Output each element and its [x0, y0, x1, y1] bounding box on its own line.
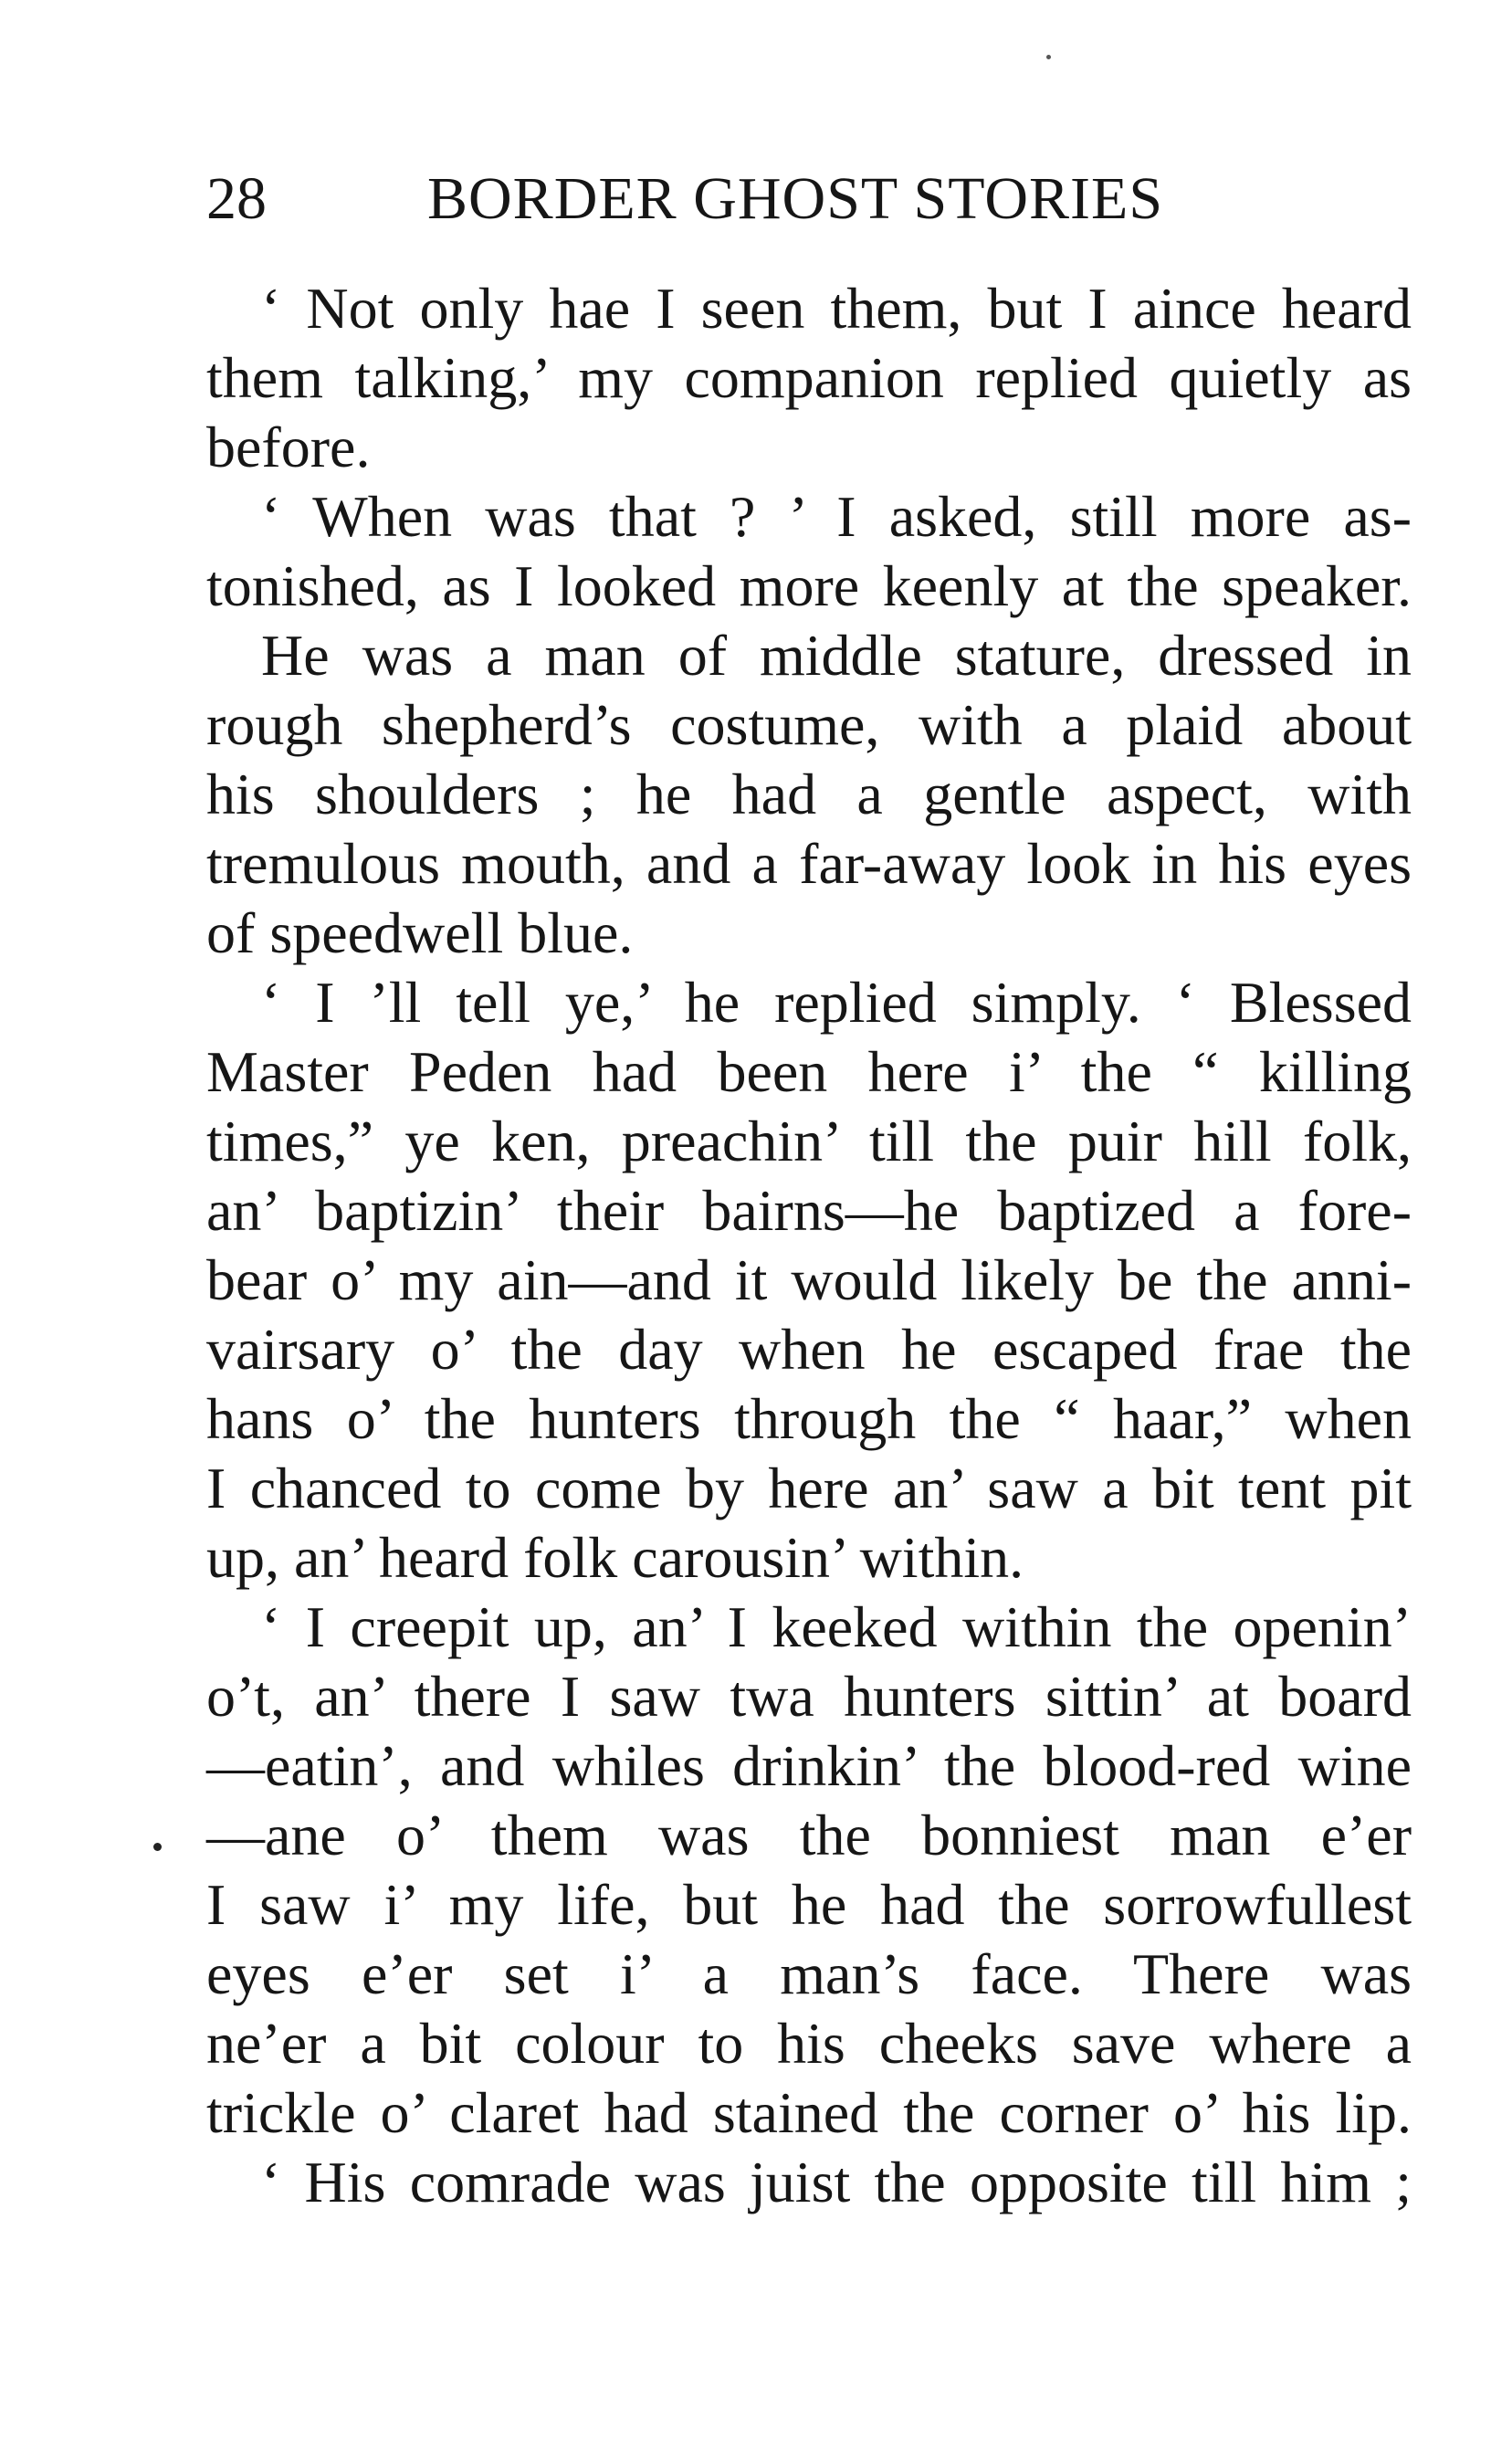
text-line: ne’er a bit colour to his cheeks save where a	[206, 2011, 1412, 2076]
text-line: hans o’ the hunters through the “ haar,” when	[206, 1386, 1412, 1451]
text-line: tonished, as I looked more keenly at the speaker.	[206, 553, 1412, 618]
text-line: times,” ye ken, preachin’ till the puir hill folk,	[206, 1109, 1412, 1173]
text-line: before.	[206, 415, 371, 479]
text-line: ‘ Not only hae I seen them, but I aince heard	[261, 276, 1412, 341]
text-line: vairsary o’ the day when he escaped frae the	[206, 1317, 1412, 1382]
text-line: —ane o’ them was the bonniest man e’er	[206, 1803, 1412, 1867]
page-number: 28	[206, 165, 267, 232]
text-line: bear o’ my ain—and it would likely be the anni-	[206, 1247, 1412, 1312]
text-line: trickle o’ claret had stained the corner o’ his lip.	[206, 2080, 1412, 2145]
margin-mark	[153, 1843, 162, 1851]
text-line: He was a man of middle stature, dressed in	[261, 623, 1412, 688]
text-line: Master Peden had been here i’ the “ killing	[206, 1039, 1412, 1104]
print-speck	[1046, 55, 1051, 59]
text-line: eyes e’er set i’ a man’s face. There was	[206, 1941, 1412, 2006]
text-line: o’t, an’ there I saw twa hunters sittin’ at board	[206, 1664, 1412, 1729]
text-line: ‘ His comrade was juist the opposite till him ;	[261, 2150, 1412, 2214]
text-line: his shoulders ; he had a gentle aspect, with	[206, 762, 1412, 826]
text-line: them talking,’ my companion replied quietly as	[206, 345, 1412, 410]
text-line: I saw i’ my life, but he had the sorrowfullest	[206, 1872, 1412, 1937]
text-line: ‘ When was that ? ’ I asked, still more as-	[261, 484, 1412, 549]
text-line: up, an’ heard folk carousin’ within.	[206, 1525, 1024, 1590]
text-line: ‘ I ’ll tell ye,’ he replied simply. ‘ Blessed	[261, 970, 1412, 1035]
running-head	[206, 163, 1421, 236]
text-line: tremulous mouth, and a far-away look in his eyes	[206, 831, 1412, 896]
text-line: —eatin’, and whiles drinkin’ the blood-red wine	[206, 1733, 1412, 1798]
text-line: I chanced to come by here an’ saw a bit tent pit	[206, 1456, 1412, 1520]
running-title: BORDER GHOST STORIES	[427, 165, 1164, 232]
text-line: of speedwell blue.	[206, 900, 634, 965]
body-text	[206, 274, 1412, 2217]
text-line: ‘ I creepit up, an’ I keeked within the openin’	[261, 1594, 1412, 1659]
text-line: rough shepherd’s costume, with a plaid about	[206, 692, 1412, 757]
text-line: an’ baptizin’ their bairns—he baptized a fore-	[206, 1178, 1412, 1243]
